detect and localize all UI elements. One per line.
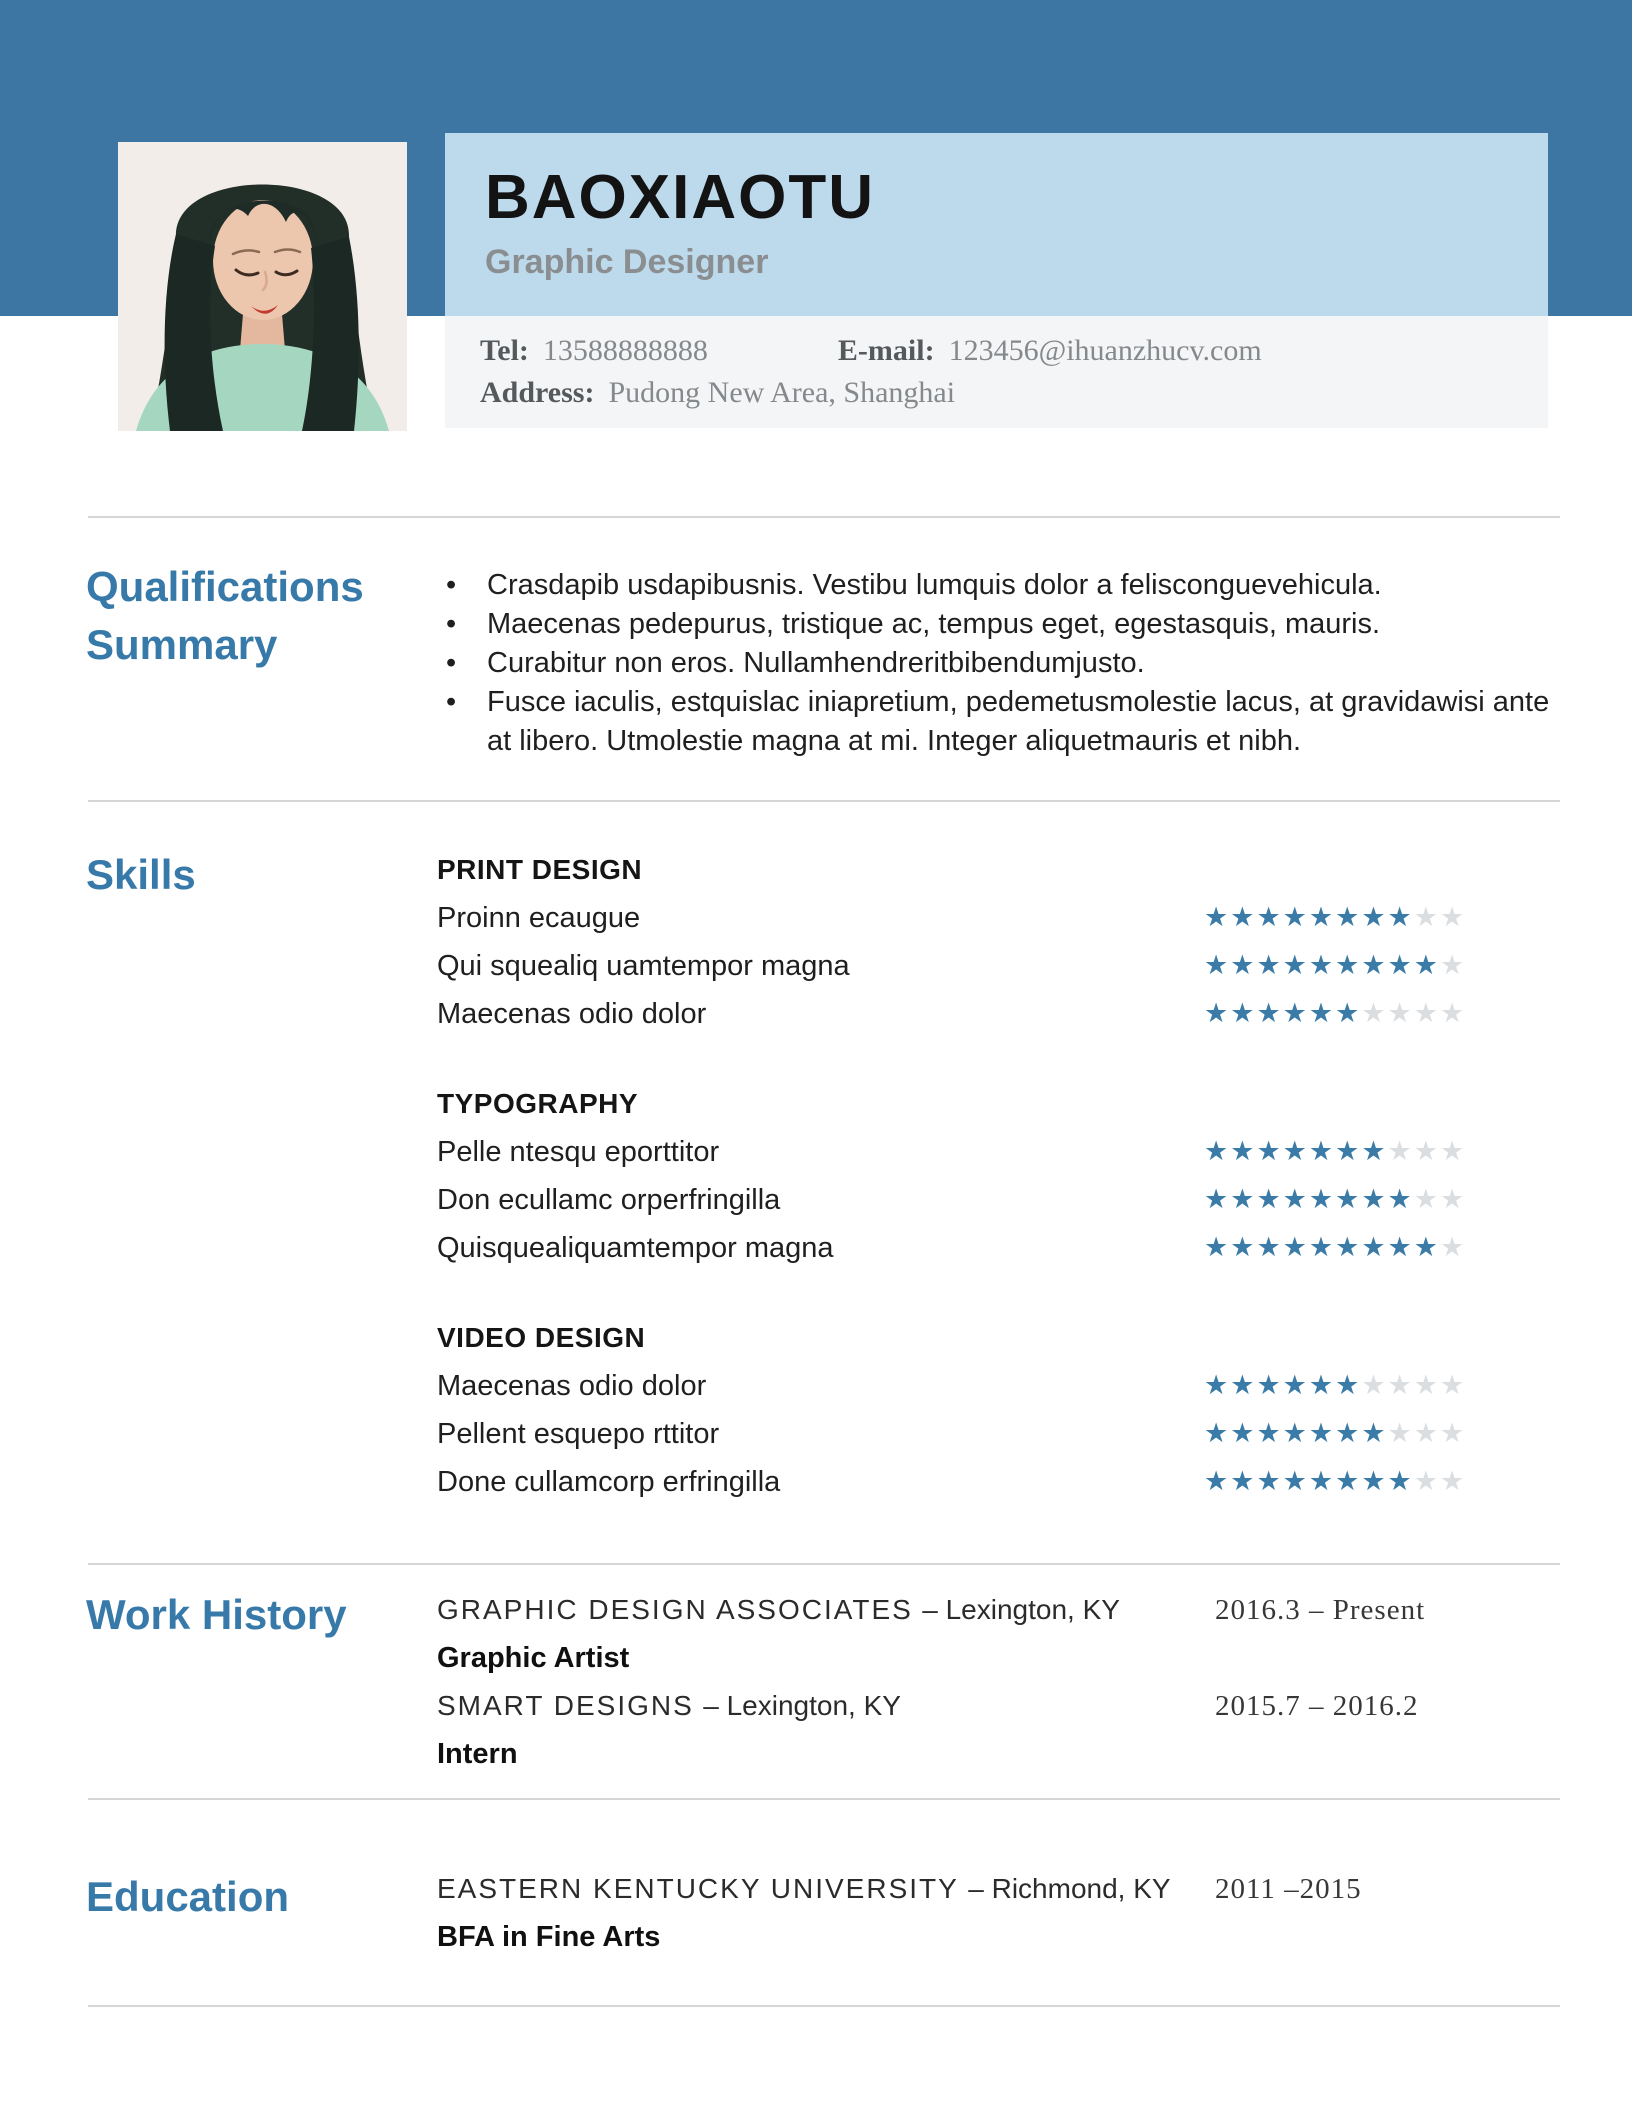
entry-role: Intern <box>437 1738 518 1770</box>
star-filled-icon: ★ <box>1230 998 1257 1029</box>
star-empty-icon: ★ <box>1361 998 1388 1029</box>
contact-line-1 <box>480 330 1548 372</box>
star-filled-icon: ★ <box>1335 1466 1362 1497</box>
star-filled-icon: ★ <box>1308 950 1336 981</box>
address-label: Address: <box>480 376 595 409</box>
star-filled-icon: ★ <box>1308 1370 1336 1401</box>
organization-name: EASTERN KENTUCKY UNIVERSITY <box>437 1873 959 1904</box>
star-empty-icon: ★ <box>1439 1466 1467 1497</box>
star-filled-icon: ★ <box>1282 1136 1309 1167</box>
star-filled-icon: ★ <box>1282 1370 1309 1401</box>
star-filled-icon: ★ <box>1204 902 1231 933</box>
star-empty-icon: ★ <box>1439 1370 1467 1401</box>
skill-rating-stars <box>1204 990 1466 1038</box>
star-empty-icon: ★ <box>1439 950 1467 981</box>
star-filled-icon: ★ <box>1282 998 1309 1029</box>
star-empty-icon: ★ <box>1439 1136 1467 1167</box>
education-section-heading: Education <box>86 1873 290 1920</box>
summary-bullet: • Crasdapib usdapibusnis. Vestibu lumquis dolor a felisconguevehicula. <box>440 566 1552 605</box>
work-entries <box>437 1586 1560 1778</box>
entry-title-line <box>437 1586 1560 1634</box>
contact-box <box>445 316 1548 428</box>
star-filled-icon: ★ <box>1256 1232 1283 1263</box>
skill-name: Pelle ntesqu eporttitor <box>437 1136 720 1168</box>
history-entry <box>437 1586 1560 1682</box>
star-filled-icon: ★ <box>1308 1418 1336 1449</box>
skills-groups <box>437 846 1560 1548</box>
star-empty-icon: ★ <box>1439 902 1467 933</box>
address-value: Pudong New Area, Shanghai <box>608 376 956 409</box>
summary-section-heading <box>86 558 446 674</box>
star-filled-icon: ★ <box>1361 1232 1388 1263</box>
skill-rating-stars <box>1204 1362 1466 1410</box>
organization-name: GRAPHIC DESIGN ASSOCIATES <box>437 1594 913 1625</box>
entry-role: BFA in Fine Arts <box>437 1921 661 1953</box>
skill-rating-stars <box>1204 1458 1466 1506</box>
star-empty-icon: ★ <box>1387 1418 1414 1449</box>
skill-name: Maecenas odio dolor <box>437 1370 707 1402</box>
portrait-illustration <box>118 142 407 431</box>
star-filled-icon: ★ <box>1204 950 1231 981</box>
star-filled-icon: ★ <box>1387 1232 1414 1263</box>
star-filled-icon: ★ <box>1387 1184 1414 1215</box>
education-entries <box>437 1865 1560 1961</box>
star-filled-icon: ★ <box>1335 1370 1362 1401</box>
star-filled-icon: ★ <box>1308 1232 1336 1263</box>
skill-name: Maecenas odio dolor <box>437 998 707 1030</box>
contact-line-2 <box>480 372 1548 414</box>
star-filled-icon: ★ <box>1256 1136 1283 1167</box>
summary-heading-line1: Qualifications <box>86 563 364 610</box>
star-filled-icon: ★ <box>1335 1232 1362 1263</box>
star-filled-icon: ★ <box>1282 1418 1309 1449</box>
star-filled-icon: ★ <box>1387 950 1414 981</box>
skill-rating-stars <box>1204 942 1466 990</box>
star-filled-icon: ★ <box>1230 1232 1257 1263</box>
skill-rating-stars <box>1204 1224 1466 1272</box>
person-name: BAOXIAOTU <box>485 163 875 232</box>
star-filled-icon: ★ <box>1230 1370 1257 1401</box>
star-filled-icon: ★ <box>1282 1232 1309 1263</box>
entry-dates: 2011 –2015 <box>1215 1873 1362 1905</box>
star-filled-icon: ★ <box>1204 1466 1231 1497</box>
summary-bullet: • Curabitur non eros. Nullamhendreritbibendumjusto. <box>440 644 1552 683</box>
star-filled-icon: ★ <box>1204 1136 1231 1167</box>
star-filled-icon: ★ <box>1204 998 1231 1029</box>
star-filled-icon: ★ <box>1335 1418 1362 1449</box>
job-title: Graphic Designer <box>485 243 769 281</box>
entry-dates: 2015.7 – 2016.2 <box>1215 1690 1419 1722</box>
star-filled-icon: ★ <box>1204 1370 1231 1401</box>
star-filled-icon: ★ <box>1230 1418 1257 1449</box>
history-entry <box>437 1865 1560 1961</box>
skill-rating-stars <box>1204 1410 1466 1458</box>
star-empty-icon: ★ <box>1413 902 1440 933</box>
star-filled-icon: ★ <box>1204 1184 1231 1215</box>
star-filled-icon: ★ <box>1361 950 1388 981</box>
star-filled-icon: ★ <box>1335 1184 1362 1215</box>
star-filled-icon: ★ <box>1308 1136 1336 1167</box>
skill-name: Proinn ecaugue <box>437 902 641 934</box>
star-filled-icon: ★ <box>1387 1466 1414 1497</box>
skill-row <box>437 894 1560 942</box>
skill-name: Done cullamcorp erfringilla <box>437 1466 781 1498</box>
history-entry <box>437 1682 1560 1778</box>
skill-group <box>437 846 1560 1038</box>
star-filled-icon: ★ <box>1413 1232 1440 1263</box>
star-filled-icon: ★ <box>1361 1418 1388 1449</box>
star-filled-icon: ★ <box>1335 950 1362 981</box>
skill-row <box>437 1410 1560 1458</box>
star-empty-icon: ★ <box>1413 1184 1440 1215</box>
star-filled-icon: ★ <box>1413 950 1440 981</box>
summary-bullet: • Maecenas pedepurus, tristique ac, tempus eget, egestasquis, mauris. <box>440 605 1552 644</box>
skill-category-label: TYPOGRAPHY <box>437 1088 639 1119</box>
star-filled-icon: ★ <box>1282 950 1309 981</box>
summary-bullet: • Fusce iaculis, estquislac iniapretium, pedemetusmolestie lacus, at gravidawisi ante at libero. Utmolestie magna at mi. Integer aliquetmauris et nibh. <box>440 683 1552 761</box>
skill-rating-stars <box>1204 894 1466 942</box>
star-filled-icon: ★ <box>1256 950 1283 981</box>
star-filled-icon: ★ <box>1256 1184 1283 1215</box>
star-empty-icon: ★ <box>1387 1136 1414 1167</box>
tel-value: 13588888888 <box>542 334 708 367</box>
star-empty-icon: ★ <box>1413 1136 1440 1167</box>
star-filled-icon: ★ <box>1256 1466 1283 1497</box>
skill-rating-stars <box>1204 1176 1466 1224</box>
star-filled-icon: ★ <box>1230 902 1257 933</box>
skill-row <box>437 1224 1560 1272</box>
divider <box>88 800 1560 802</box>
organization-location: – Lexington, KY <box>922 1594 1120 1625</box>
star-filled-icon: ★ <box>1335 998 1362 1029</box>
star-empty-icon: ★ <box>1439 1184 1467 1215</box>
entry-dates: 2016.3 – Present <box>1215 1594 1426 1626</box>
star-empty-icon: ★ <box>1439 998 1467 1029</box>
star-filled-icon: ★ <box>1256 1370 1283 1401</box>
tel-label: Tel: <box>480 334 529 367</box>
skill-row <box>437 1362 1560 1410</box>
star-filled-icon: ★ <box>1282 1466 1309 1497</box>
star-filled-icon: ★ <box>1308 1466 1336 1497</box>
star-empty-icon: ★ <box>1387 998 1414 1029</box>
skill-row <box>437 990 1560 1038</box>
star-filled-icon: ★ <box>1361 1184 1388 1215</box>
star-filled-icon: ★ <box>1230 1136 1257 1167</box>
summary-bullet-list <box>440 566 1552 761</box>
entry-title-line <box>437 1865 1560 1913</box>
star-empty-icon: ★ <box>1413 1466 1440 1497</box>
star-empty-icon: ★ <box>1413 1418 1440 1449</box>
star-filled-icon: ★ <box>1256 1418 1283 1449</box>
organization-location: – Lexington, KY <box>703 1690 901 1721</box>
skill-name: Qui squealiq uamtempor magna <box>437 950 850 982</box>
skill-category-label: VIDEO DESIGN <box>437 1322 646 1353</box>
star-filled-icon: ★ <box>1361 1136 1388 1167</box>
skill-row <box>437 942 1560 990</box>
profile-photo <box>118 142 407 431</box>
star-filled-icon: ★ <box>1308 998 1336 1029</box>
star-empty-icon: ★ <box>1361 1370 1388 1401</box>
star-filled-icon: ★ <box>1230 1184 1257 1215</box>
skill-name: Quisquealiquamtempor magna <box>437 1232 834 1264</box>
skill-category-label: PRINT DESIGN <box>437 854 643 885</box>
skill-row <box>437 1176 1560 1224</box>
star-empty-icon: ★ <box>1439 1418 1467 1449</box>
skill-name: Pellent esquepo rttitor <box>437 1418 720 1450</box>
skill-row <box>437 1458 1560 1506</box>
name-box <box>445 133 1548 316</box>
entry-title-line <box>437 1682 1560 1730</box>
star-filled-icon: ★ <box>1204 1418 1231 1449</box>
skill-group <box>437 1314 1560 1506</box>
star-empty-icon: ★ <box>1387 1370 1414 1401</box>
entry-role: Graphic Artist <box>437 1642 630 1674</box>
star-filled-icon: ★ <box>1308 902 1336 933</box>
skills-section-heading: Skills <box>86 851 196 898</box>
star-filled-icon: ★ <box>1256 902 1283 933</box>
skill-name: Don ecullamc orperfringilla <box>437 1184 781 1216</box>
skill-group <box>437 1080 1560 1272</box>
organization-location: – Richmond, KY <box>968 1873 1171 1904</box>
star-filled-icon: ★ <box>1308 1184 1336 1215</box>
divider <box>88 1798 1560 1800</box>
star-filled-icon: ★ <box>1282 902 1309 933</box>
divider <box>88 2005 1560 2007</box>
star-filled-icon: ★ <box>1361 902 1388 933</box>
star-filled-icon: ★ <box>1387 902 1414 933</box>
star-empty-icon: ★ <box>1439 1232 1467 1263</box>
star-filled-icon: ★ <box>1204 1232 1231 1263</box>
star-filled-icon: ★ <box>1230 950 1257 981</box>
star-filled-icon: ★ <box>1361 1466 1388 1497</box>
star-empty-icon: ★ <box>1413 1370 1440 1401</box>
work-section-heading: Work History <box>86 1591 347 1638</box>
organization-name: SMART DESIGNS <box>437 1690 694 1721</box>
star-empty-icon: ★ <box>1413 998 1440 1029</box>
divider <box>88 516 1560 518</box>
divider <box>88 1563 1560 1565</box>
star-filled-icon: ★ <box>1256 998 1283 1029</box>
email-value: 123456@ihuanzhucv.com <box>948 334 1262 367</box>
summary-heading-line2: Summary <box>86 621 278 668</box>
email-label: E-mail: <box>837 334 935 367</box>
skill-rating-stars <box>1204 1128 1466 1176</box>
star-filled-icon: ★ <box>1335 902 1362 933</box>
star-filled-icon: ★ <box>1230 1466 1257 1497</box>
star-filled-icon: ★ <box>1282 1184 1309 1215</box>
skill-row <box>437 1128 1560 1176</box>
star-filled-icon: ★ <box>1335 1136 1362 1167</box>
